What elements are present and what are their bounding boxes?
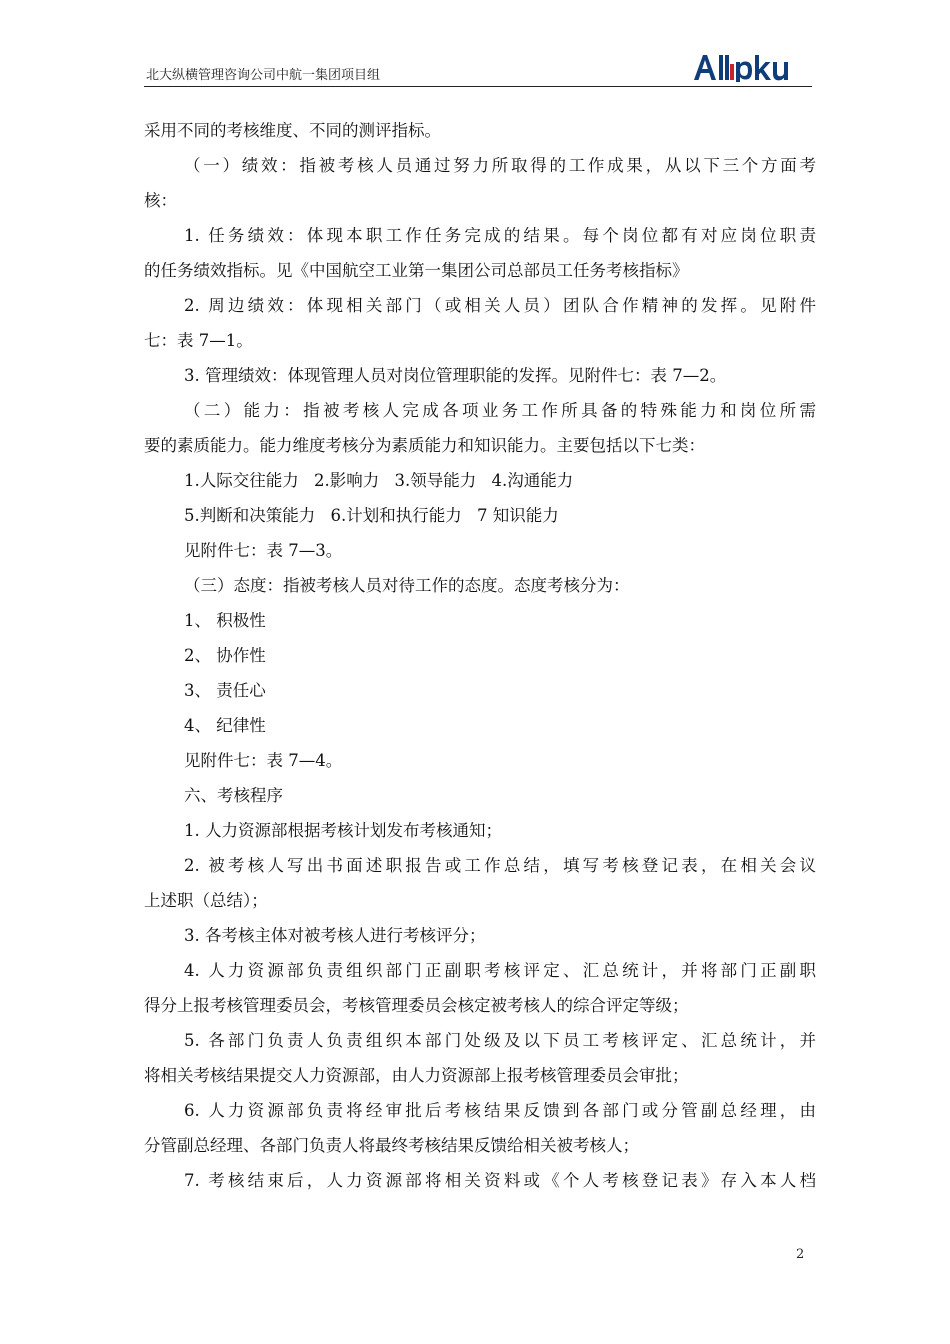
paragraph-line: 七：表 7—1。 [144, 331, 253, 350]
ability-list-row [144, 463, 816, 498]
procedure-step: 5. 各部门负责人负责组织本部门处级及以下员工考核评定、汇总统计，并 [184, 1031, 816, 1050]
procedure-step: 得分上报考核管理委员会，考核管理委员会核定被考核人的综合评定等级； [144, 996, 689, 1015]
ability-item: 6.计划和执行能力 [330, 506, 462, 525]
page-number: 2 [796, 1247, 805, 1262]
paragraph-line: 3. 管理绩效：体现管理人员对岗位管理职能的发挥。见附件七：表 7—2。 [184, 366, 727, 385]
ability-list-row [144, 498, 816, 533]
procedure-step: 6. 人力资源部负责将经审批后考核结果反馈到各部门或分管副总经理，由 [184, 1101, 816, 1120]
paragraph-line: （三）态度：指被考核人员对待工作的态度。态度考核分为： [184, 576, 630, 595]
paragraph-line: 见附件七：表 7—4。 [184, 751, 343, 770]
page-header [144, 50, 812, 87]
paragraph-line: 核： [144, 191, 177, 210]
header-title: 北大纵横管理咨询公司中航一集团项目组 [146, 68, 381, 83]
paragraph-line: 2. 周边绩效：体现相关部门（或相关人员）团队合作精神的发挥。见附件 [184, 296, 816, 315]
attitude-item: 4、 纪律性 [184, 716, 266, 735]
paragraph-line: 1. 任务绩效：体现本职工作任务完成的结果。每个岗位都有对应岗位职责 [184, 226, 816, 245]
procedure-step: 3. 各考核主体对被考核人进行考核评分； [184, 926, 486, 945]
attitude-item: 2、 协作性 [184, 646, 266, 665]
attitude-item: 1、 积极性 [184, 611, 266, 630]
procedure-step: 将相关考核结果提交人力资源部，由人力资源部上报考核管理委员会审批； [144, 1066, 689, 1085]
ability-item: 3.领导能力 [394, 471, 477, 490]
ability-item: 7 知识能力 [477, 506, 559, 525]
procedure-step: 上述职（总结）； [144, 891, 268, 910]
ability-item: 5.判断和决策能力 [184, 506, 316, 525]
procedure-step: 4. 人力资源部负责组织部门正副职考核评定、汇总统计，并将部门正副职 [184, 961, 816, 980]
section-heading: 六、考核程序 [184, 786, 283, 805]
paragraph-line: 见附件七：表 7—3。 [184, 541, 343, 560]
paragraph-line: 采用不同的考核维度、不同的测评指标。 [144, 121, 441, 140]
procedure-step: 分管副总经理、各部门负责人将最终考核结果反馈给相关被考核人； [144, 1136, 639, 1155]
ability-item: 4.沟通能力 [491, 471, 574, 490]
ability-item: 1.人际交往能力 [184, 471, 299, 490]
paragraph-line: 要的素质能力。能力维度考核分为素质能力和知识能力。主要包括以下七类： [144, 436, 705, 455]
ability-item: 2.影响力 [314, 471, 380, 490]
attitude-item: 3、 责任心 [184, 681, 266, 700]
paragraph-line: （二）能力：指被考核人完成各项业务工作所具备的特殊能力和岗位所需 [184, 401, 816, 420]
document-body [144, 113, 816, 1198]
procedure-step: 1. 人力资源部根据考核计划发布考核通知； [184, 821, 502, 840]
paragraph-line: 的任务绩效指标。见《中国航空工业第一集团公司总部员工任务考核指标》 [144, 261, 689, 280]
allpku-logo [692, 52, 804, 82]
procedure-step: 2. 被考核人写出书面述职报告或工作总结，填写考核登记表，在相关会议 [184, 856, 816, 875]
procedure-step: 7. 考核结束后，人力资源部将相关资料或《个人考核登记表》存入本人档 [184, 1171, 816, 1190]
paragraph-line: （一）绩效：指被考核人员通过努力所取得的工作成果，从以下三个方面考 [184, 156, 816, 175]
